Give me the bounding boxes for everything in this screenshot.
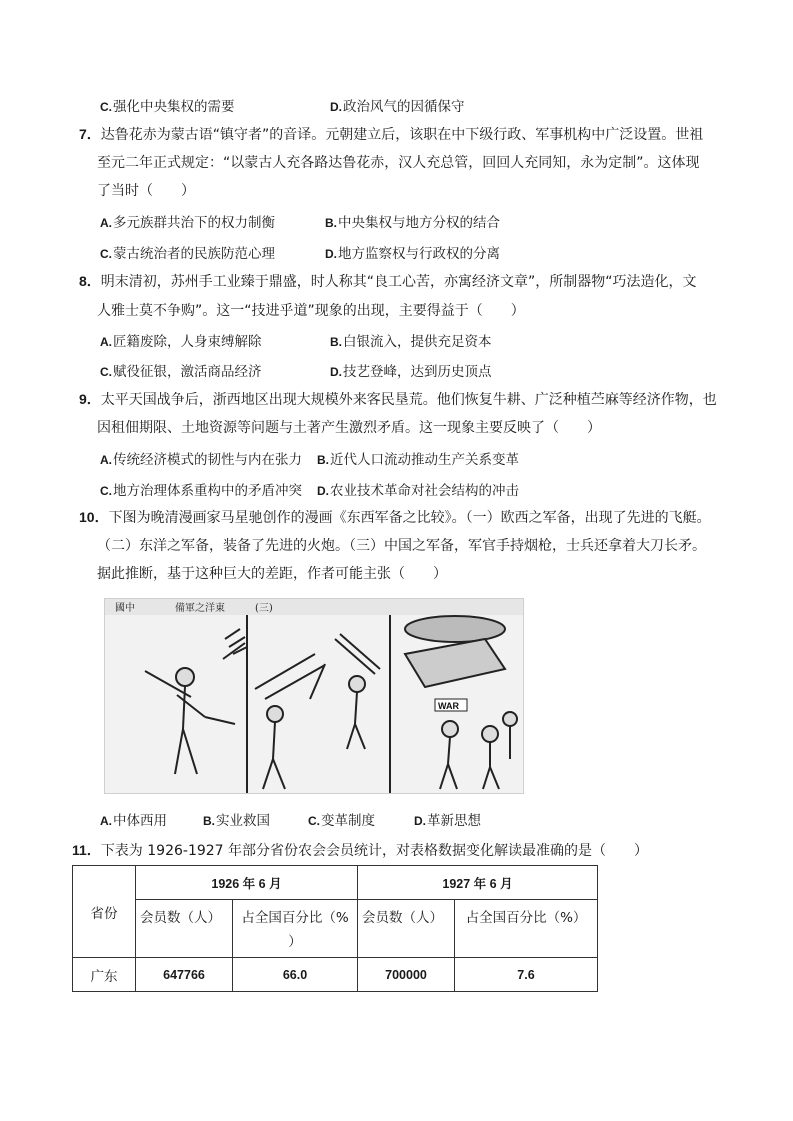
q7-number: 7． bbox=[79, 126, 101, 142]
q9-option-b: B.近代人口流动推动生产关系变革 bbox=[317, 452, 519, 468]
q10-line3: 据此推断，基于这种巨大的差距，作者可能主张（ ） bbox=[97, 566, 447, 582]
q10-option-c: C.变革制度 bbox=[308, 813, 375, 829]
q7-option-b: B.中央集权与地方分权的结合 bbox=[325, 215, 500, 231]
q11-line1: 11．下表为 1926-1927 年部分省份农会会员统计，对表格数据变化解读最准确的是（ ） bbox=[72, 842, 649, 859]
table-cell-province: 广东 bbox=[73, 958, 136, 992]
q8-option-a: A.匠籍废除，人身束缚解除 bbox=[100, 334, 262, 350]
q8-line1: 8．明末清初，苏州手工业臻于鼎盛，时人称其“良工心苦，亦寓经济文章”，所制器物“巧法造化，文 bbox=[79, 273, 697, 290]
q10-option-d: D.革新思想 bbox=[414, 813, 481, 829]
comic-war-sign: WAR bbox=[438, 701, 459, 711]
table-subheader-percent-1927: 占全国百分比（%） bbox=[455, 900, 598, 958]
q9-line1: 9．太平天国战争后，浙西地区出现大规模外来客民垦荒。他们恢复牛耕、广泛种植苎麻等经济作物，也 bbox=[79, 391, 717, 408]
table-cell-percent-1926: 66.0 bbox=[233, 958, 358, 992]
q10-option-b: B.实业救国 bbox=[203, 813, 270, 829]
q8-line2: 人雅士莫不争购”。这一“技进乎道”现象的出现，主要得益于（ ） bbox=[97, 303, 525, 319]
q9-number: 9． bbox=[79, 391, 101, 407]
table-cell-members-1926: 647766 bbox=[136, 958, 233, 992]
q7-line3: 了当时（ ） bbox=[97, 183, 195, 199]
q9-option-a: A.传统经济模式的韧性与内在张力 bbox=[100, 452, 302, 468]
table-subheader-members-1927: 会员数（人） bbox=[358, 900, 455, 958]
q7-line2: 至元二年正式规定：“以蒙古人充各路达鲁花赤，汉人充总管，回回人充同知，永为定制”。这体现 bbox=[97, 155, 700, 171]
q7-option-a: A.多元族群共治下的权力制衡 bbox=[100, 215, 275, 231]
table-row bbox=[73, 958, 598, 992]
q8-option-d: D.技艺登峰，达到历史顶点 bbox=[330, 364, 492, 380]
table-header-province: 省份 bbox=[73, 866, 136, 958]
q11-number: 11． bbox=[72, 842, 101, 858]
q8-number: 8． bbox=[79, 273, 101, 289]
q7-line1: 7．达鲁花赤为蒙古语“镇守者”的音译。元朝建立后，该职在中下级行政、军事机构中广泛设置。世祖 bbox=[79, 126, 704, 143]
q7-option-d: D.地方监察权与行政权的分离 bbox=[325, 246, 500, 262]
q8-option-b: B.白银流入，提供充足资本 bbox=[330, 334, 492, 350]
q10-number: 10． bbox=[79, 509, 109, 525]
membership-table bbox=[72, 865, 598, 992]
q6-option-d: D.政治风气的因循保守 bbox=[330, 99, 465, 115]
table-cell-members-1927: 700000 bbox=[358, 958, 455, 992]
q10-option-a: A.中体西用 bbox=[100, 813, 167, 829]
q9-option-c: C.地方治理体系重构中的矛盾冲突 bbox=[100, 483, 302, 499]
comic-header-text: 國中 備軍之洋東 (三) bbox=[115, 603, 273, 614]
q10-line2: （二）东洋之军备，装备了先进的火炮。（三）中国之军备，军官手持烟枪，士兵还拿着大刀长矛。 bbox=[97, 538, 706, 554]
q6-option-c: C.强化中央集权的需要 bbox=[100, 99, 235, 115]
table-cell-percent-1927: 7.6 bbox=[455, 958, 598, 992]
table-subheader-percent-1926: 占全国百分比（% ） bbox=[233, 900, 358, 958]
q9-line2: 因租佃期限、土地资源等问题与土著产生激烈矛盾。这一现象主要反映了（ ） bbox=[97, 420, 601, 436]
table-subheader-members-1926: 会员数（人） bbox=[136, 900, 233, 958]
q8-option-c: C.赋役征银，激活商品经济 bbox=[100, 364, 262, 380]
comic-drawing bbox=[105, 599, 523, 793]
q9-option-d: D.农业技术革命对社会结构的冲击 bbox=[317, 483, 519, 499]
table-header-1926: 1926 年 6 月 bbox=[136, 866, 358, 900]
table-header-1927: 1927 年 6 月 bbox=[358, 866, 598, 900]
q7-option-c: C.蒙古统治者的民族防范心理 bbox=[100, 246, 275, 262]
comic-illustration bbox=[104, 598, 524, 794]
q10-line1: 10．下图为晚清漫画家马星驰创作的漫画《东西军备之比较》。（一）欧西之军备，出现了先进的飞艇。 bbox=[79, 509, 711, 526]
